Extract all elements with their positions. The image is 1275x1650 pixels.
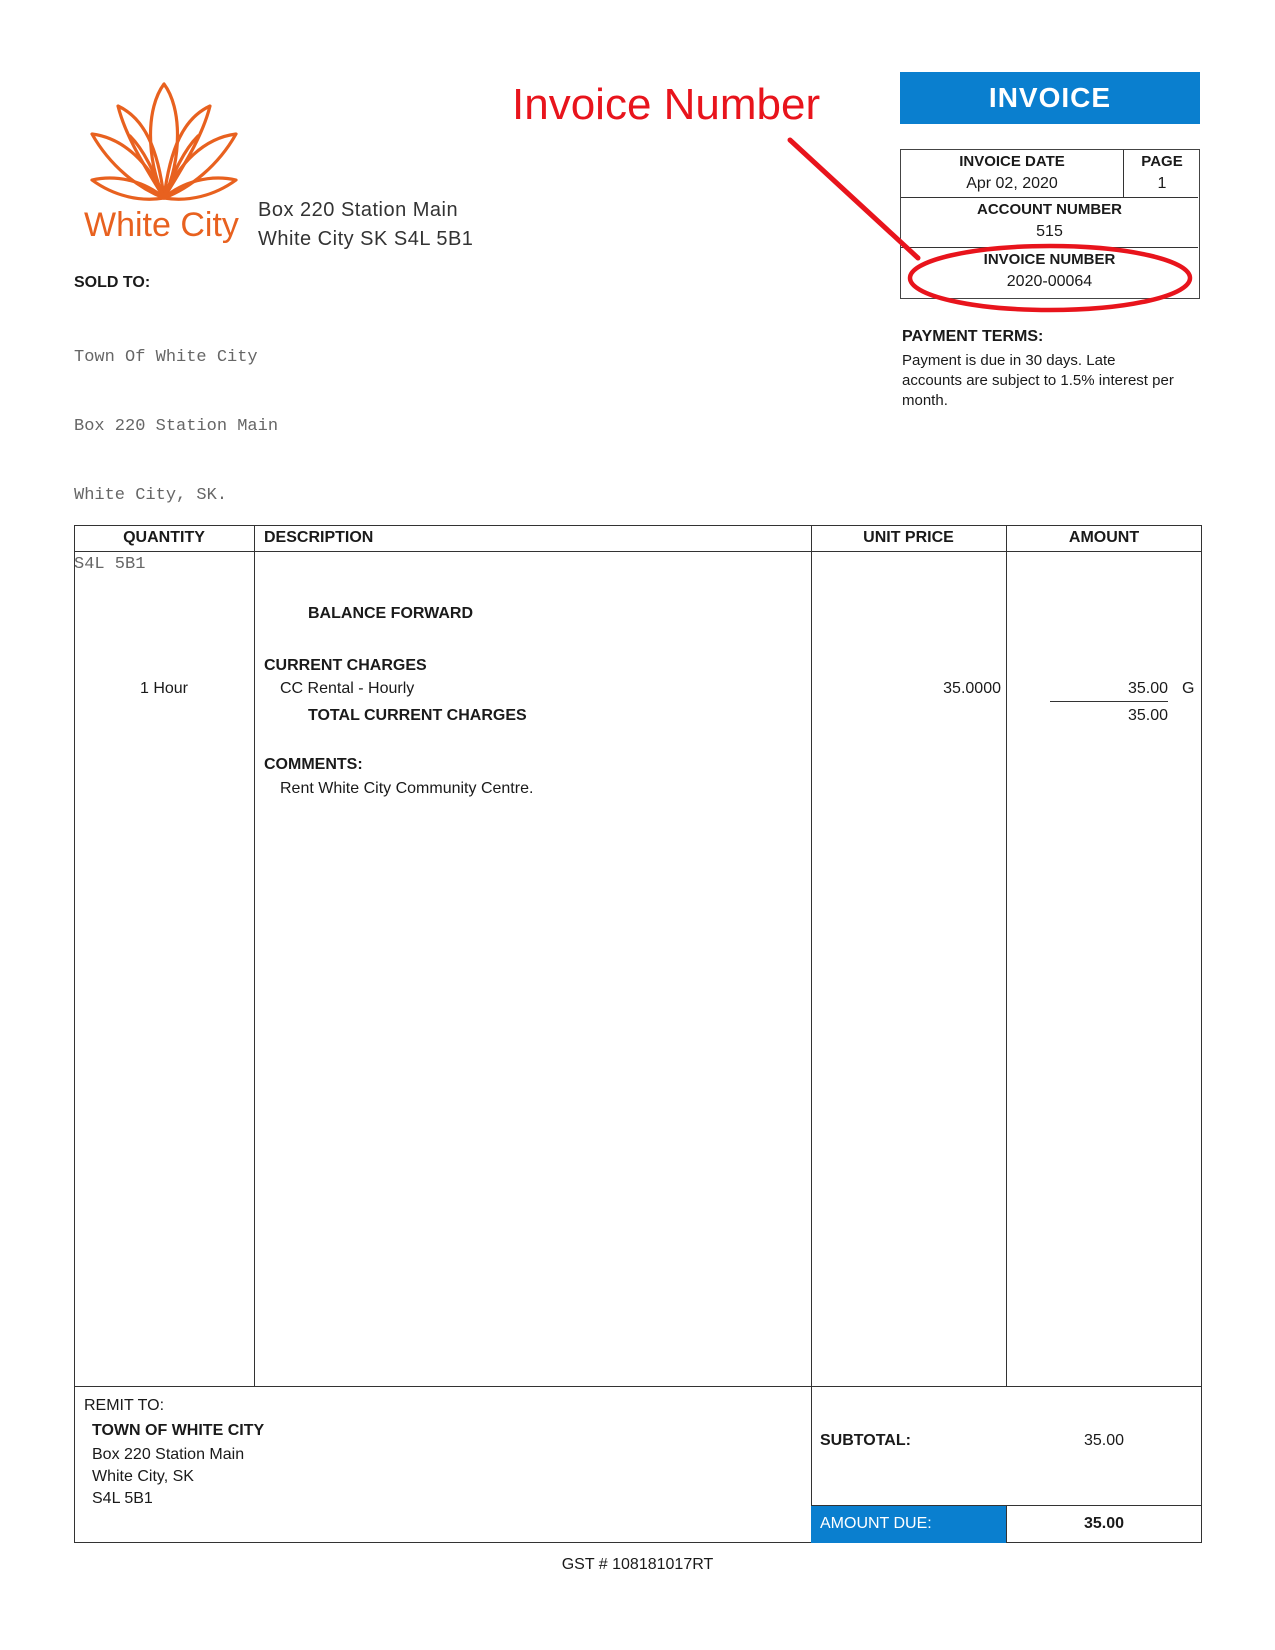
amount-due-value: 35.00 bbox=[1083, 1515, 1125, 1532]
annotation-pointer-line bbox=[790, 140, 918, 258]
header-unit-price: UNIT PRICE bbox=[863, 529, 954, 546]
sold-to-label: SOLD TO: bbox=[74, 274, 151, 291]
invoice-date-value: Apr 02, 2020 bbox=[966, 175, 1058, 192]
header-description: DESCRIPTION bbox=[264, 529, 374, 546]
line-item-unit-price: 35.0000 bbox=[943, 680, 1001, 697]
remit-to-name: TOWN OF WHITE CITY bbox=[92, 1422, 265, 1439]
page-value: 1 bbox=[1157, 175, 1167, 192]
invoice-number-label: INVOICE NUMBER bbox=[983, 251, 1116, 268]
subtotal-label: SUBTOTAL: bbox=[820, 1432, 911, 1449]
balance-forward-label: BALANCE FORWARD bbox=[308, 605, 474, 622]
current-charges-label: CURRENT CHARGES bbox=[264, 657, 427, 674]
line-items-table bbox=[74, 525, 1202, 1543]
subtotal-rule bbox=[1050, 701, 1168, 702]
amount-due-label: AMOUNT DUE: bbox=[820, 1515, 932, 1532]
account-number-value: 515 bbox=[1036, 223, 1063, 240]
column-divider bbox=[254, 525, 255, 1387]
comments-label: COMMENTS: bbox=[264, 756, 363, 773]
column-divider bbox=[1006, 525, 1007, 1387]
logo-wordmark: White City bbox=[84, 206, 239, 244]
table-header-divider bbox=[74, 551, 1202, 552]
remit-to-line1: Box 220 Station Main bbox=[92, 1446, 245, 1463]
total-current-charges-amount: 35.00 bbox=[1127, 707, 1168, 724]
total-current-charges-label: TOTAL CURRENT CHARGES bbox=[308, 707, 527, 724]
line-item-description: CC Rental - Hourly bbox=[280, 680, 415, 697]
payment-terms-text: Payment is due in 30 days. Late accounts are subject to 1.5% interest per month. bbox=[902, 352, 1174, 409]
remit-to-line2: White City, SK bbox=[92, 1468, 194, 1485]
subtotal-value: 35.00 bbox=[1083, 1432, 1125, 1449]
remit-to-line3: S4L 5B1 bbox=[92, 1490, 153, 1507]
sold-to-line: White City, SK. bbox=[74, 486, 228, 505]
annotation-label: Invoice Number bbox=[512, 80, 821, 129]
line-item-tax-code: G bbox=[1182, 680, 1195, 697]
sold-to-line: Town Of White City bbox=[74, 348, 258, 367]
company-address-line1: Box 220 Station Main bbox=[258, 199, 459, 221]
divider bbox=[1123, 150, 1124, 197]
divider bbox=[901, 197, 1198, 198]
lotus-logo-icon bbox=[84, 78, 244, 220]
invoice-date-label: INVOICE DATE bbox=[959, 153, 1065, 170]
header-quantity: QUANTITY bbox=[123, 529, 205, 546]
header-amount: AMOUNT bbox=[1068, 529, 1140, 546]
invoice-info-box bbox=[900, 149, 1200, 299]
payment-terms-label: PAYMENT TERMS: bbox=[902, 328, 1044, 345]
account-number-label: ACCOUNT NUMBER bbox=[977, 201, 1122, 218]
divider bbox=[901, 247, 1198, 248]
page-label: PAGE bbox=[1141, 153, 1183, 170]
sold-to-line: Box 220 Station Main bbox=[74, 417, 279, 436]
company-address-line2: White City SK S4L 5B1 bbox=[258, 228, 474, 250]
column-divider bbox=[811, 525, 812, 1543]
comments-text: Rent White City Community Centre. bbox=[280, 780, 534, 797]
invoice-number-value: 2020-00064 bbox=[1006, 273, 1093, 290]
line-item-quantity: 1 Hour bbox=[139, 680, 189, 697]
company-address bbox=[258, 196, 473, 254]
line-item-amount: 35.00 bbox=[1127, 680, 1168, 697]
gst-number: GST # 108181017RT bbox=[561, 1556, 714, 1573]
remit-to-label: REMIT TO: bbox=[84, 1397, 165, 1414]
invoice-banner: INVOICE bbox=[900, 72, 1200, 124]
sold-to-line: S4L 5B1 bbox=[74, 555, 146, 574]
table-footer-divider bbox=[74, 1386, 1202, 1387]
